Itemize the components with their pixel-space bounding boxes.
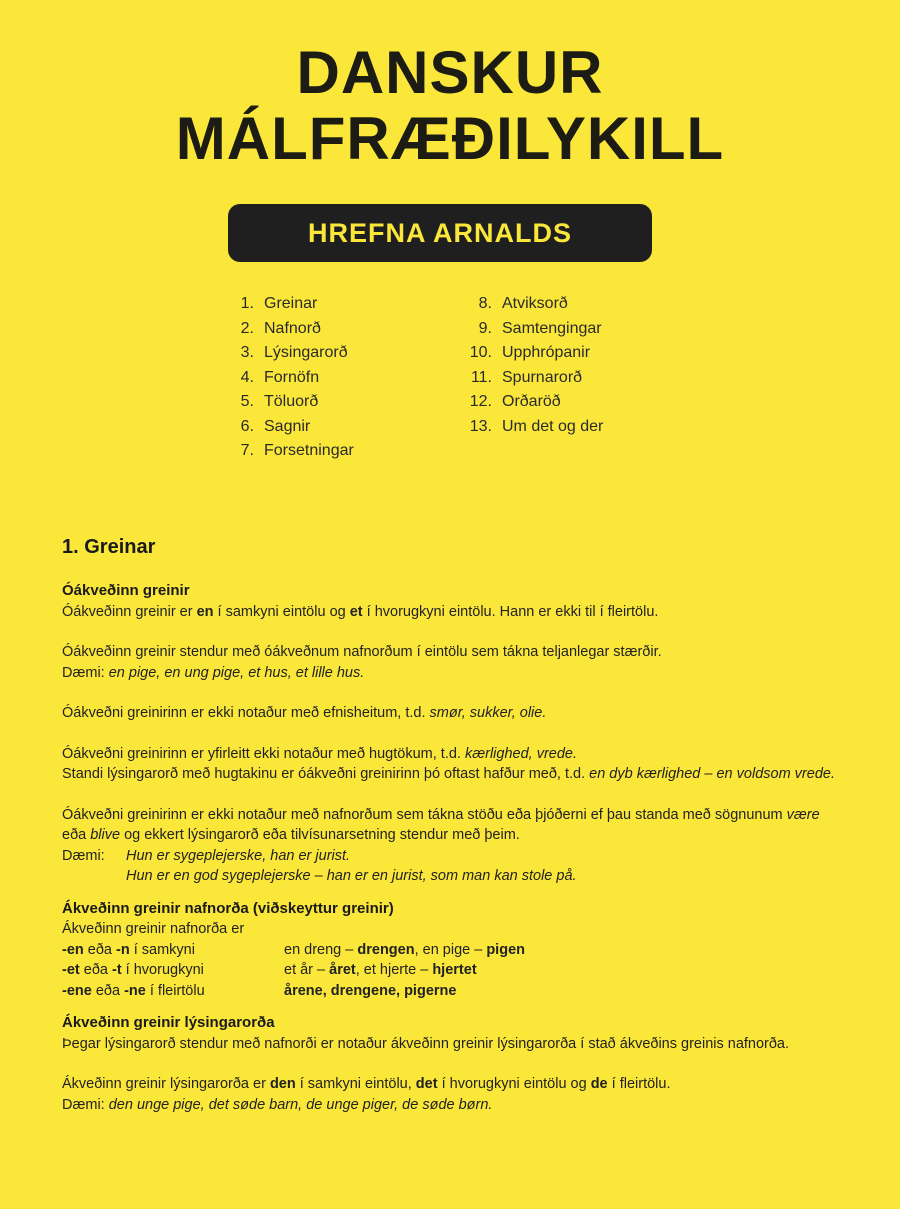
toc-item xyxy=(220,390,354,415)
suffix-cell xyxy=(62,960,284,981)
text: í samkyni eintölu og xyxy=(213,603,350,620)
text: í fleirtölu. xyxy=(607,1076,671,1092)
text: í hvorugkyni eintölu. Hann er ekki til í fleirtölu. xyxy=(362,603,659,620)
paragraph: Ákveðinn greinir nafnorða er xyxy=(62,921,245,937)
document-title xyxy=(0,40,900,172)
text: Standi lýsingarorð með hugtakinu er óákveðni greinirinn þó oftast hafður með, t.d. xyxy=(62,766,590,782)
bold-term: det xyxy=(415,1076,438,1092)
toc-item-number: 9. xyxy=(478,319,492,337)
definite-article-table xyxy=(62,940,842,1002)
toc-item-number: 5. xyxy=(240,393,254,410)
text: í hvorugkyni xyxy=(121,962,204,978)
toc-item-number: 1. xyxy=(240,295,254,312)
toc-item-number: 7. xyxy=(240,442,254,459)
bold-term: en xyxy=(196,603,214,620)
toc-item xyxy=(220,366,354,391)
toc-item-label: Forsetningar xyxy=(264,442,354,459)
bold-term: -t xyxy=(111,962,122,978)
example-line xyxy=(62,1095,842,1116)
table-row xyxy=(62,981,842,1002)
paragraph xyxy=(62,805,842,846)
text: Óákveðni greinirinn er ekki notaður með nafnorðum sem tákna stöðu eða þjóðerni ef þau standa með sögnunum xyxy=(62,806,787,823)
text: , et hjerte – xyxy=(355,962,433,978)
subheading-definite-article-adjectives: Ákveðinn greinir lýsingarorða xyxy=(62,1014,275,1031)
bold-term: årene, drengene, pigerne xyxy=(284,982,457,999)
table-row xyxy=(62,940,842,961)
paragraph xyxy=(62,764,842,785)
bold-term: hjertet xyxy=(432,962,477,978)
example-text: kærlighed, vrede. xyxy=(464,745,578,762)
example-text: en dyb kærlighed – en voldsom vrede. xyxy=(589,766,835,782)
section-content xyxy=(62,533,842,1115)
toc-item xyxy=(220,341,354,366)
toc-item-number: 10. xyxy=(469,344,492,361)
toc-item-label: Nafnorð xyxy=(264,319,321,337)
example-line xyxy=(62,866,842,887)
example-label: Dæmi: xyxy=(62,1096,109,1113)
example-line xyxy=(62,846,842,867)
bold-term: -et xyxy=(62,962,80,978)
toc-right-column xyxy=(458,292,603,439)
text: en dreng – xyxy=(284,941,358,958)
bold-term: året xyxy=(329,962,356,978)
text: og ekkert lýsingarorð eða tilvísunarsetning stendur með þeim. xyxy=(120,827,520,843)
toc-item-number: 2. xyxy=(240,319,254,337)
bold-term: den xyxy=(269,1076,296,1092)
toc-item-number: 3. xyxy=(240,344,254,361)
subheading-definite-article-nouns: Ákveðinn greinir nafnorða (viðskeyttur greinir) xyxy=(62,899,394,917)
text: í fleirtölu xyxy=(145,982,205,999)
example-text: smør, sukker, olie. xyxy=(429,705,547,721)
toc-item xyxy=(458,366,603,391)
bold-term: pigen xyxy=(486,941,525,958)
example-text: være xyxy=(786,806,820,823)
text: í samkyni eintölu, xyxy=(295,1076,416,1092)
subheading-indefinite-article: Óákveðinn greinir xyxy=(62,582,190,599)
toc-item-label: Upphrópanir xyxy=(502,344,591,361)
text: et år – xyxy=(284,962,330,978)
toc-item xyxy=(458,341,603,366)
toc-item-number: 13. xyxy=(469,417,492,435)
example-cell xyxy=(284,960,477,981)
bold-term: -ene xyxy=(62,982,92,999)
example-text: Hun er sygeplejerske, han er jurist. xyxy=(126,847,351,864)
toc-item xyxy=(220,317,354,342)
text: eða xyxy=(62,827,91,843)
example-text: den unge pige, det søde barn, de unge piger, de søde børn. xyxy=(108,1096,493,1113)
toc-item-number: 6. xyxy=(240,417,254,435)
text: , en pige – xyxy=(414,941,487,958)
table-row xyxy=(62,960,842,981)
toc-item xyxy=(458,390,603,415)
bold-term: -en xyxy=(62,941,84,958)
example-line xyxy=(62,663,842,684)
example-text: Hun er en god sygeplejerske – han er en jurist, som man kan stole på. xyxy=(126,868,577,884)
bold-term: drengen xyxy=(357,941,415,958)
bold-term: -n xyxy=(116,941,130,958)
text: eða xyxy=(83,941,116,958)
toc-item-label: Spurnarorð xyxy=(502,368,583,386)
toc-item-number: 11. xyxy=(470,368,492,386)
toc-item-label: Töluorð xyxy=(264,393,319,410)
toc-item xyxy=(220,292,354,317)
text: í samkyni xyxy=(129,941,195,958)
toc-item xyxy=(220,439,354,464)
section-title: 1. Greinar xyxy=(62,536,156,558)
author-banner xyxy=(228,204,652,262)
toc-item-label: Sagnir xyxy=(264,417,311,435)
toc-item xyxy=(458,317,603,342)
suffix-cell xyxy=(62,940,284,961)
bold-term: de xyxy=(590,1076,608,1092)
paragraph xyxy=(62,602,842,623)
toc-left-column xyxy=(220,292,354,464)
author-name: HREFNA ARNALDS xyxy=(308,217,572,248)
example-text: blive xyxy=(90,827,121,843)
toc-item-label: Atviksorð xyxy=(502,295,568,312)
toc-item-label: Um det og der xyxy=(502,417,604,435)
example-cell xyxy=(284,981,456,1002)
text: eða xyxy=(79,962,112,978)
example-text: en pige, en ung pige, et hus, et lille hus. xyxy=(108,664,365,681)
paragraph xyxy=(62,744,842,765)
bold-term: et xyxy=(349,603,363,620)
text: Óákveðinn greinir er xyxy=(62,603,197,620)
paragraph: Óákveðinn greinir stendur með óákveðnum nafnorðum í eintölu sem tákna teljanlegar stærðir. xyxy=(62,644,662,660)
paragraph: Þegar lýsingarorð stendur með nafnorði er notaður ákveðinn greinir lýsingarorða í stað ákveðins greinis nafnorða. xyxy=(62,1035,790,1052)
toc-item-number: 8. xyxy=(478,295,492,312)
example-cell xyxy=(284,940,525,961)
toc-item-label: Orðaröð xyxy=(502,393,561,410)
title-line-2: MÁLFRÆÐILYKILL xyxy=(175,105,725,172)
text: eða xyxy=(91,982,125,999)
paragraph xyxy=(62,703,842,724)
toc-item xyxy=(458,292,603,317)
example-label: Dæmi: xyxy=(62,847,105,864)
suffix-cell xyxy=(62,981,284,1002)
toc-item xyxy=(458,415,603,440)
bold-term: -ne xyxy=(124,982,146,999)
toc-item-label: Fornöfn xyxy=(264,368,320,386)
toc-item-label: Greinar xyxy=(264,295,318,312)
toc-item xyxy=(220,415,354,440)
text: Óákveðni greinirinn er ekki notaður með efnisheitum, t.d. xyxy=(62,705,430,721)
text: Ákveðinn greinir lýsingarorða er xyxy=(62,1076,270,1092)
example-label: Dæmi: xyxy=(62,664,109,681)
text: í hvorugkyni eintölu og xyxy=(437,1076,591,1092)
paragraph xyxy=(62,1074,842,1095)
toc-item-number: 12. xyxy=(469,393,492,410)
title-line-1: DANSKUR xyxy=(296,39,604,106)
text: Óákveðni greinirinn er yfirleitt ekki notaður með hugtökum, t.d. xyxy=(62,745,465,762)
toc-item-number: 4. xyxy=(240,368,254,386)
toc-item-label: Samtengingar xyxy=(502,319,602,337)
toc-item-label: Lýsingarorð xyxy=(264,344,348,361)
